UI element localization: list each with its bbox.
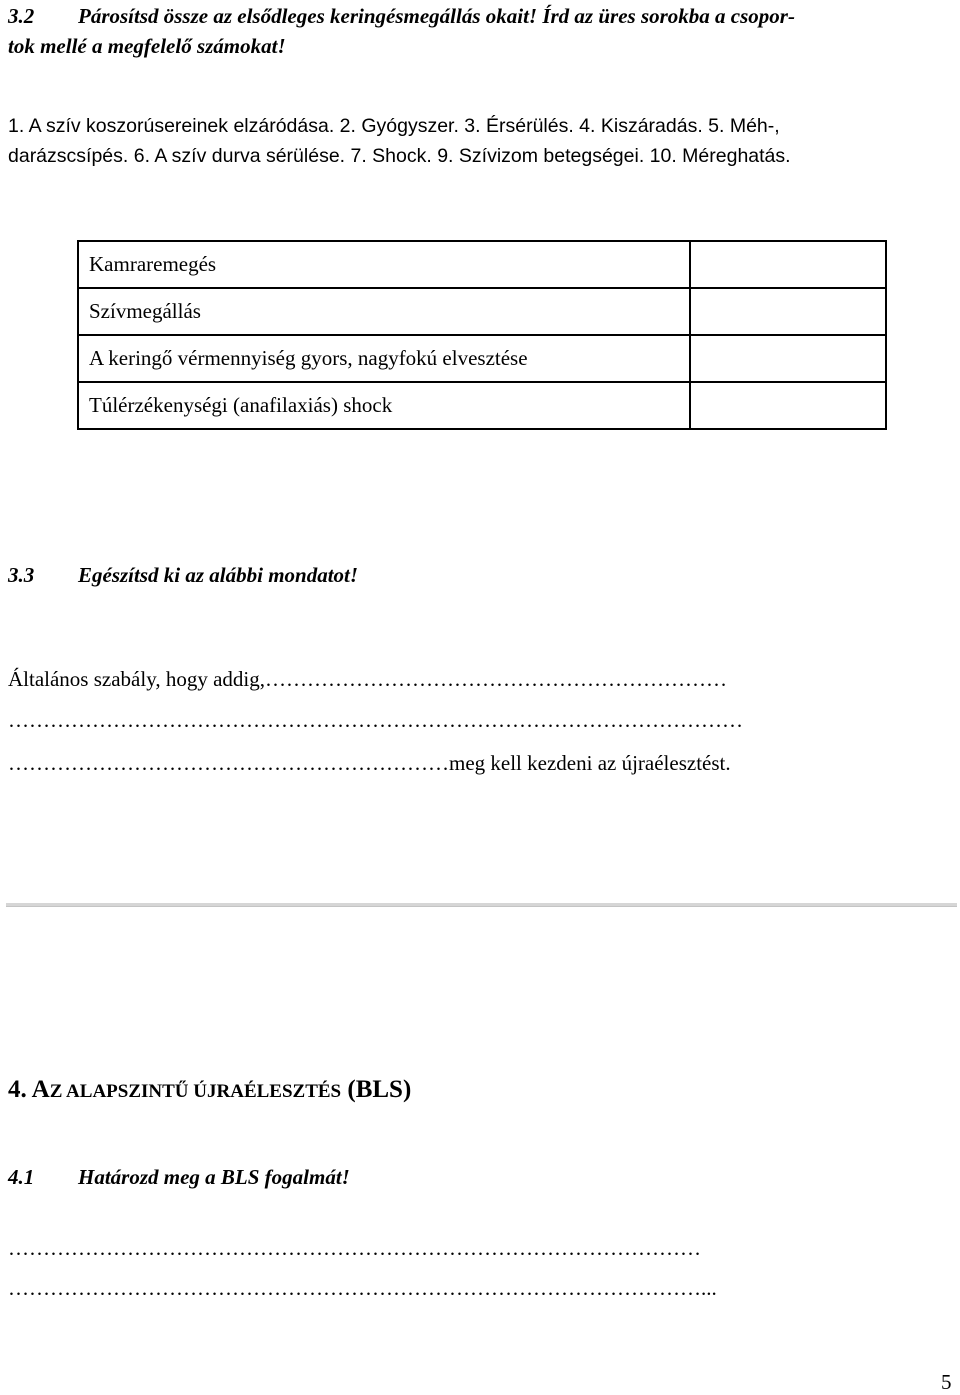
table-row-label: A keringő vérmennyiség gyors, nagyfokú elvesztése xyxy=(78,335,690,382)
answer-cell[interactable] xyxy=(690,335,886,382)
question-title: Határozd meg a BLS fogalmát! xyxy=(78,1165,350,1189)
table-row xyxy=(78,335,886,382)
answer-line-1[interactable]: ……………………………………………………………………………………… xyxy=(8,1236,701,1260)
section-title-smallcaps: Z ALAPSZINTŰ ÚJRAÉLESZTÉS xyxy=(49,1081,342,1102)
question-number: 3.2 xyxy=(8,4,35,28)
table-row xyxy=(78,241,886,288)
table-row-label: Túlérzékenységi (anafilaxiás) shock xyxy=(78,382,690,429)
page-divider xyxy=(6,903,957,907)
options-line-1: 1. A szív koszorúsereinek elzáródása. 2. Gyógyszer. 3. Érsérülés. 4. Kiszáradás. 5. Méh-, xyxy=(8,115,780,137)
blank-dots[interactable]: ……………………………………………………… xyxy=(8,751,449,775)
blank-dots[interactable]: …………………………………………………………………………………………… xyxy=(8,708,743,732)
sentence-end: meg kell kezdeni az újraélesztést. xyxy=(449,751,731,775)
question-3-3-heading xyxy=(8,563,358,588)
answer-cell[interactable] xyxy=(690,288,886,335)
question-3-2-heading-line2: tok mellé a megfelelő számokat! xyxy=(8,34,286,58)
fill-line-3 xyxy=(8,751,731,776)
section-title-initial: A xyxy=(31,1076,50,1103)
table-row xyxy=(78,288,886,335)
question-number: 3.3 xyxy=(8,563,35,587)
options-line-2: darázscsípés. 6. A szív durva sérülése. 7. Shock. 9. Szívizom betegségei. 10. Méreghatás. xyxy=(8,145,791,167)
section-title-tail: (BLS) xyxy=(341,1076,412,1103)
answer-cell[interactable] xyxy=(690,241,886,288)
section-number: 4. xyxy=(8,1076,27,1103)
question-3-2-heading xyxy=(8,4,795,29)
matching-table xyxy=(77,240,887,430)
blank-dots[interactable]: ………………………………………………………… xyxy=(265,667,727,691)
fill-line-2[interactable] xyxy=(8,708,743,733)
section-4-title xyxy=(8,1076,411,1104)
question-number: 4.1 xyxy=(8,1165,35,1189)
sentence-start: Általános szabály, hogy addig, xyxy=(8,667,265,691)
table-row-label: Szívmegállás xyxy=(78,288,690,335)
question-text-line1: Párosítsd össze az elsődleges keringésmegállás okait! Írd az üres sorokba a csopor- xyxy=(78,4,795,28)
question-title: Egészítsd ki az alábbi mondatot! xyxy=(78,563,359,587)
fill-line-1 xyxy=(8,667,727,692)
answer-cell[interactable] xyxy=(690,382,886,429)
table-row xyxy=(78,382,886,429)
answer-line-2[interactable]: ………………………………………………………………………………………... xyxy=(8,1276,717,1300)
page-number: 5 xyxy=(941,1370,952,1394)
question-4-1-heading xyxy=(8,1165,350,1190)
table-row-label: Kamraremegés xyxy=(78,241,690,288)
